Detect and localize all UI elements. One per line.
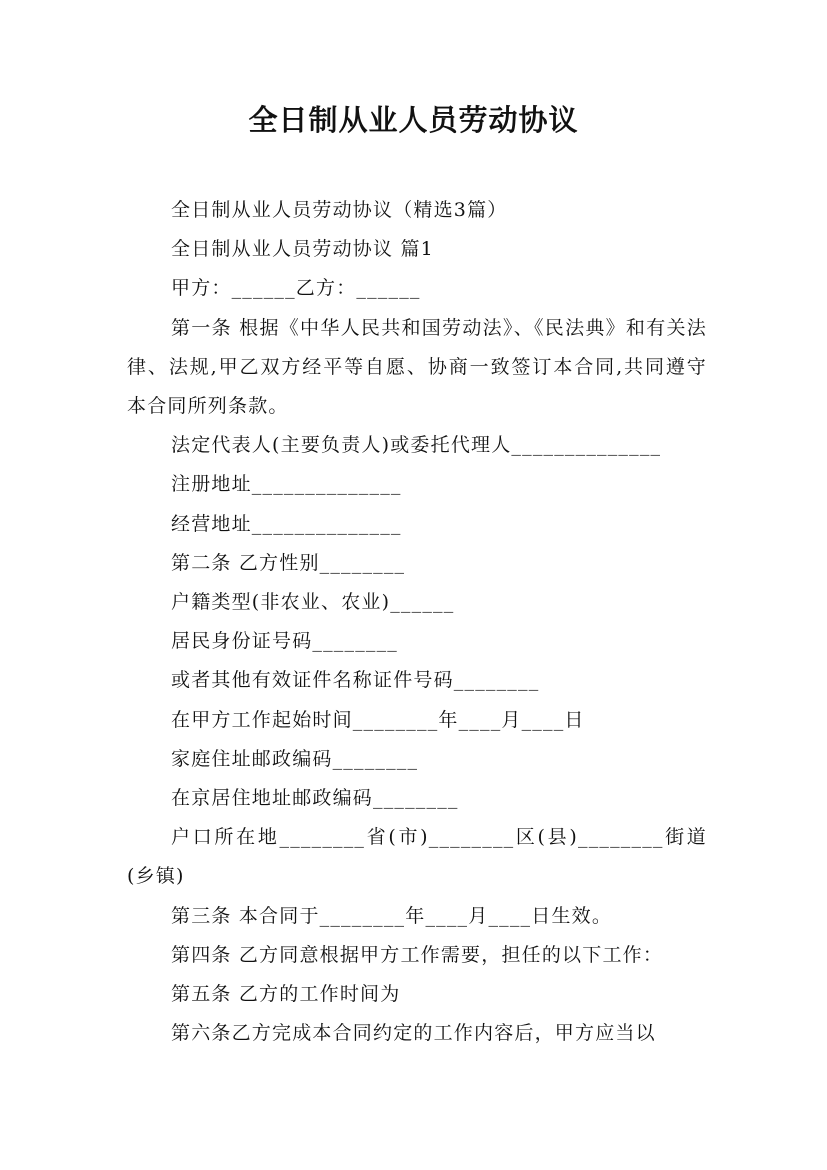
paragraph-household-type: 户籍类型(非农业、农业)______ [171, 591, 455, 614]
paragraph-section-heading: 全日制从业人员劳动协议 篇1 [171, 238, 434, 261]
paragraph-article-1: 第一条 根据《中华人民共和国劳动法》、《民法典》和有关法律、法规,甲乙双方经平等自愿、协商一致签订本合同,共同遵守本合同所列条款。 [127, 316, 707, 418]
paragraph-subtitle: 全日制从业人员劳动协议（精选3篇） [171, 199, 508, 221]
paragraph-registered-address: 注册地址______________ [171, 473, 402, 496]
document-body [127, 191, 707, 1053]
paragraph-article-3: 第三条 本合同于________年____月____日生效。 [171, 904, 613, 927]
paragraph-article-5: 第五条 乙方的工作时间为 [171, 983, 401, 1006]
paragraph-article-6: 第六条乙方完成本合同约定的工作内容后，甲方应当以 [171, 1022, 656, 1045]
paragraph-beijing-postcode: 在京居住地址邮政编码________ [171, 787, 459, 810]
paragraph-home-postcode: 家庭住址邮政编码________ [171, 747, 419, 770]
paragraph-article-2-gender: 第二条 乙方性别________ [171, 551, 406, 574]
paragraph-start-date: 在甲方工作起始时间________年____月____日 [171, 708, 585, 731]
paragraph-other-id: 或者其他有效证件名称证件号码________ [171, 669, 540, 692]
paragraph-id-number: 居民身份证号码________ [171, 630, 399, 653]
paragraph-business-address: 经营地址______________ [171, 512, 402, 535]
document-title: 全日制从业人员劳动协议 [248, 103, 579, 137]
paragraph-article-4: 第四条 乙方同意根据甲方工作需要，担任的以下工作： [171, 943, 664, 966]
paragraph-hukou-location: 户口所在地________省(市)________区(县)________街道(乡镇) [127, 826, 707, 888]
paragraph-legal-representative: 法定代表人(主要负责人)或委托代理人______________ [171, 434, 662, 457]
paragraph-parties: 甲方：______乙方：______ [171, 277, 421, 300]
